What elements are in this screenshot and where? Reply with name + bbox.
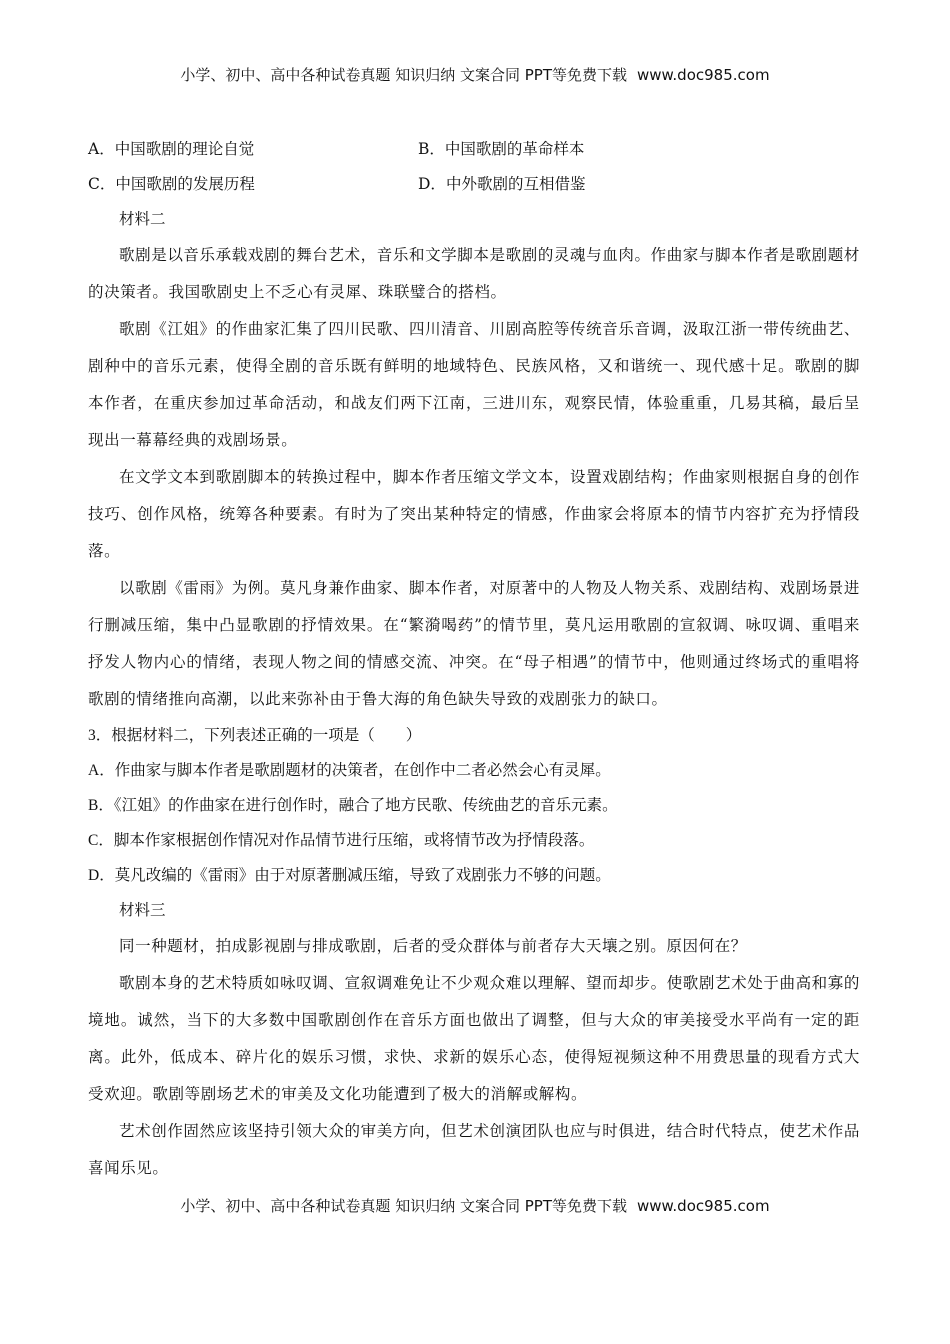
- material-2-paragraph: 歌剧《江姐》的作曲家汇集了四川民歌、四川清音、川剧高腔等传统音乐音调，汲取江浙一带传统曲艺、剧种中的音乐元素，使得全剧的音乐既有鲜明的地域特色、民族风格，又和谐统一、现代感十足。歌剧的脚本作者，在重庆参加过革命活动，和战友们两下江南，三进川东，观察民情，体验重重，几易其稿，最后呈现出一幕幕经典的戏剧场景。: [88, 320, 860, 449]
- footer-url[interactable]: www.doc985.com: [636, 1197, 770, 1215]
- material-3-paragraph: 歌剧本身的艺术特质如咏叹调、宣叙调难免让不少观众难以理解、望而却步。使歌剧艺术处于曲高和寡的境地。诚然，当下的大多数中国歌剧创作在音乐方面也做出了调整，但与大众的审美接受水平尚有一定的距离。此外，低成本、碎片化的娱乐习惯，求快、求新的娱乐心态，使得短视频这种不用费思量的现看方式大受欢迎。歌剧等剧场艺术的审美及文化功能遭到了极大的消解或解构。: [88, 974, 860, 1103]
- q2-option-d: D．中外歌剧的互相借鉴: [418, 175, 586, 193]
- q2-option-c: C．中国歌剧的发展历程: [88, 175, 255, 193]
- q2-options-row-2: [88, 167, 860, 202]
- question-3-option-b: B．《江姐》的作曲家在进行创作时，融合了地方民歌、传统曲艺的音乐元素。: [88, 797, 618, 814]
- question-3-stem: 3．根据材料二，下列表述正确的一项是（ ）: [88, 727, 422, 744]
- material-2-paragraph: 歌剧是以音乐承载戏剧的舞台艺术，音乐和文学脚本是歌剧的灵魂与血肉。作曲家与脚本作者是歌剧题材的决策者。我国歌剧史上不乏心有灵犀、珠联璧合的搭档。: [88, 246, 860, 301]
- material-2-paragraph: 以歌剧《雷雨》为例。莫凡身兼作曲家、脚本作者，对原著中的人物及人物关系、戏剧结构、戏剧场景进行删减压缩，集中凸显歌剧的抒情效果。在“繁漪喝药”的情节里，莫凡运用歌剧的宣叙调、咏叹调、重唱来抒发人物内心的情绪，表现人物之间的情感交流、冲突。在“母子相遇”的情节中，他则通过终场式的重唱将歌剧的情绪推向高潮，以此来弥补由于鲁大海的角色缺失导致的戏剧张力的缺口。: [88, 579, 860, 708]
- material-3-paragraph: 同一种题材，拍成影视剧与排成歌剧，后者的受众群体与前者存大天壤之别。原因何在？: [119, 937, 747, 955]
- question-3-option-c: C．脚本作家根据创作情况对作品情节进行压缩，或将情节改为抒情段落。: [88, 832, 595, 849]
- question-3-option-a: A．作曲家与脚本作者是歌剧题材的决策者，在创作中二者必然会心有灵犀。: [88, 762, 611, 779]
- page-footer: [0, 1195, 950, 1216]
- document-body: [88, 132, 860, 1187]
- material-3-paragraph: 艺术创作固然应该坚持引领大众的审美方向，但艺术创演团队也应与时俱进，结合时代特点，使艺术作品喜闻乐见。: [88, 1122, 860, 1177]
- material-2-paragraph: 在文学文本到歌剧脚本的转换过程中，脚本作者压缩文学文本，设置戏剧结构；作曲家则根据自身的创作技巧、创作风格，统筹各种要素。有时为了突出某种特定的情感，作曲家会将原本的情节内容扩充为抒情段落。: [88, 468, 860, 560]
- header-url[interactable]: www.doc985.com: [636, 66, 770, 84]
- material-2-label: 材料二: [119, 210, 166, 228]
- question-3-option-d: D．莫凡改编的《雷雨》由于对原著删减压缩，导致了戏剧张力不够的问题。: [88, 867, 611, 884]
- q2-option-a: A．中国歌剧的理论自觉: [88, 140, 255, 158]
- q2-option-b: B．中国歌剧的革命样本: [418, 140, 585, 158]
- q2-options-row-1: [88, 132, 860, 167]
- page-header: [0, 64, 950, 85]
- material-3-label: 材料三: [119, 901, 166, 919]
- header-text: 小学、初中、高中各种试卷真题 知识归纳 文案合同 PPT等免费下载: [180, 66, 627, 84]
- footer-text: 小学、初中、高中各种试卷真题 知识归纳 文案合同 PPT等免费下载: [180, 1197, 627, 1215]
